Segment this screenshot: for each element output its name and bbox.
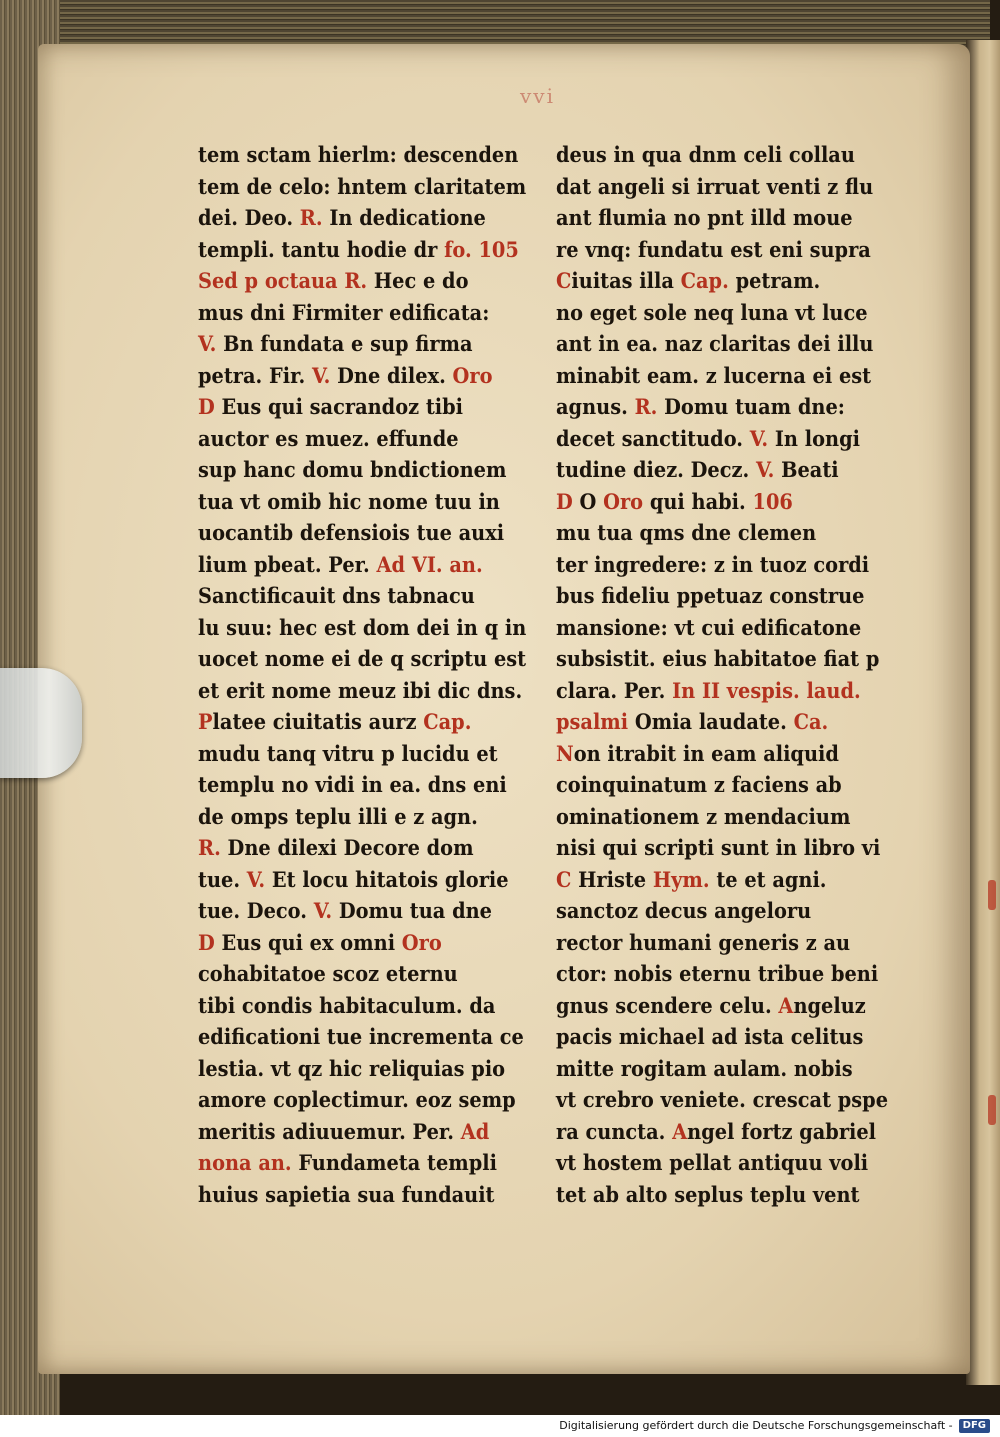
text-line: [556, 487, 888, 519]
text-line: [556, 203, 888, 235]
body-text: te et agni.: [709, 867, 827, 893]
body-text: qui habi.: [643, 489, 753, 515]
text-line: [198, 644, 526, 676]
rubric-text: C: [556, 867, 572, 893]
text-line: [198, 676, 526, 708]
body-text: rector humani generis z au: [556, 930, 851, 956]
text-line: [198, 833, 526, 865]
text-line: [556, 959, 888, 991]
body-text: Eus qui ex omni: [214, 930, 402, 956]
body-text: Beati: [774, 458, 839, 483]
text-line: [198, 1148, 526, 1180]
text-line: [556, 235, 888, 267]
rubric-text: Oro: [603, 489, 644, 515]
dfg-logo: DFG: [959, 1419, 990, 1433]
body-text: lu suu: hec est dom dei in q in: [198, 615, 527, 641]
body-text: Hec e do: [367, 269, 469, 294]
right-page-red-mark: [988, 880, 996, 910]
body-text: Omia laudate.: [628, 710, 794, 735]
text-line: [556, 392, 888, 424]
body-text: ngeluz: [793, 993, 866, 1019]
body-text: mudu tanq vitru p lucidu et: [198, 741, 498, 767]
body-text: uocantib defensiois tue auxi: [198, 521, 505, 546]
text-line: [556, 1054, 888, 1086]
body-text: bus fideliu ppetuaz construe: [556, 584, 865, 609]
rubric-text: Oro: [401, 930, 442, 956]
text-line: [198, 770, 526, 802]
rubric-text: Ca.: [793, 710, 829, 735]
text-line: [556, 1022, 888, 1054]
body-text: nisi qui scripti sunt in libro vi: [556, 836, 881, 861]
body-text: Sanctificauit dns tabnacu: [198, 584, 475, 609]
rubric-text: nona an.: [198, 1151, 292, 1176]
rubric-text: Cap.: [423, 710, 472, 735]
body-text: re vnq: fundatu est eni supra: [556, 237, 871, 263]
body-text: In dedicatione: [322, 206, 486, 231]
body-text: tet ab alto seplus teplu vent: [556, 1182, 860, 1208]
text-line: [198, 518, 526, 550]
body-text: ominationem z mendacium: [556, 804, 851, 830]
folio-mark: vvi: [520, 84, 555, 108]
body-text: on itrabit in eam aliquid: [573, 741, 839, 767]
rubric-text: Cap.: [680, 269, 729, 294]
rubric-text: In II vespis. laud.: [672, 678, 861, 704]
body-text: mitte rogitam aulam. nobis: [556, 1056, 853, 1082]
body-text: iuitas illa: [571, 269, 681, 294]
text-line: [556, 802, 888, 834]
text-line: [556, 1180, 888, 1212]
body-text: vt crebro veniete. crescat pspe: [556, 1088, 889, 1113]
text-line: [556, 676, 888, 708]
body-text: coinquinatum z faciens ab: [556, 773, 842, 798]
body-text: edificationi tue incrementa ce: [198, 1025, 524, 1050]
rubric-text: V.: [313, 899, 333, 924]
body-text: no eget sole neq luna vt luce: [556, 300, 868, 326]
body-text: templi. tantu hodie dr: [198, 237, 445, 263]
rubric-text: R.: [634, 395, 658, 420]
text-line: [556, 1117, 888, 1149]
text-line: [198, 959, 526, 991]
body-text: templu no vidi in ea. dns eni: [198, 773, 507, 798]
body-text: lestia. vt qz hic reliquias pio: [198, 1056, 506, 1082]
text-line: [198, 896, 526, 928]
text-line: [198, 1085, 526, 1117]
body-text: gnus scendere celu.: [556, 993, 779, 1019]
text-line: [556, 266, 888, 298]
body-text: vt hostem pellat antiquu voli: [556, 1151, 869, 1176]
text-line: [198, 140, 526, 172]
rubric-text: N: [556, 741, 574, 767]
body-text: In longi: [768, 426, 860, 452]
body-text: dei. Deo.: [198, 206, 300, 231]
text-line: [556, 991, 888, 1023]
body-text: deus in qua dnm celi collau: [556, 143, 855, 168]
right-page-edge: [966, 40, 1000, 1385]
text-line: [198, 865, 526, 897]
body-text: ctor: nobis eternu tribue beni: [556, 962, 879, 987]
body-text: de omps teplu illi e z agn.: [198, 804, 478, 830]
text-line: [198, 739, 526, 771]
body-text: Eus qui sacrandoz tibi: [214, 395, 464, 420]
rubric-text: R.: [198, 836, 221, 861]
text-line: [198, 266, 526, 298]
body-text: petram.: [728, 269, 821, 294]
rubric-text: D: [198, 930, 215, 956]
text-line: [556, 329, 888, 361]
text-line: [556, 550, 888, 582]
book-top-edge: [0, 0, 990, 50]
rubric-text: V.: [198, 332, 217, 357]
body-text: mu tua qms dne clemen: [556, 521, 817, 546]
rubric-text: D: [556, 489, 573, 515]
text-line: [556, 707, 888, 739]
body-text: et erit nome meuz ibi dic dns.: [198, 678, 523, 704]
right-text-column: [556, 140, 888, 1211]
body-text: Domu tua dne: [332, 899, 492, 924]
rubric-text: A: [672, 1119, 688, 1145]
body-text: tue.: [198, 867, 247, 893]
text-line: [198, 235, 526, 267]
rubric-text: Ad: [460, 1119, 490, 1145]
body-text: sanctoz decus angeloru: [556, 899, 812, 924]
text-line: [198, 487, 526, 519]
body-text: cohabitatoe scoz eternu: [198, 962, 458, 987]
body-text: Et locu hitatois glorie: [265, 867, 509, 893]
body-text: auctor es muez. effunde: [198, 426, 459, 452]
body-text: Dne dilex.: [330, 363, 453, 389]
body-text: amore coplectimur. eoz semp: [198, 1088, 516, 1113]
text-line: [198, 455, 526, 487]
rubric-text: A: [778, 993, 794, 1019]
text-line: [556, 644, 888, 676]
rubric-text: psalmi: [556, 710, 629, 735]
text-line: [556, 865, 888, 897]
body-text: mansione: vt cui edificatone: [556, 615, 862, 641]
body-text: ant in ea. naz claritas dei illu: [556, 332, 874, 357]
text-line: [556, 1085, 888, 1117]
body-text: tua vt omib hic nome tuu in: [198, 489, 500, 515]
text-line: [198, 707, 526, 739]
text-line: [556, 896, 888, 928]
body-text: O: [572, 489, 604, 515]
body-text: Bn fundata e sup firma: [216, 332, 473, 357]
body-text: agnus.: [556, 395, 635, 420]
body-text: tem de celo: hntem claritatem: [198, 174, 527, 200]
rubric-text: D: [198, 395, 215, 420]
text-line: [198, 1054, 526, 1086]
text-line: [198, 1022, 526, 1054]
text-line: [556, 298, 888, 330]
text-line: [556, 172, 888, 204]
body-text: ant flumia no pnt illd moue: [556, 206, 853, 231]
text-line: [198, 991, 526, 1023]
body-text: sup hanc domu bndictionem: [198, 458, 507, 483]
text-line: [198, 392, 526, 424]
body-text: lium pbeat. Per.: [198, 552, 377, 578]
text-line: [198, 1117, 526, 1149]
rubric-text: P: [198, 710, 213, 735]
text-line: [198, 424, 526, 456]
text-line: [198, 550, 526, 582]
rubric-text: Ad VI. an.: [376, 552, 483, 578]
rubric-text: V.: [755, 458, 775, 483]
body-text: minabit eam. z lucerna ei est: [556, 363, 872, 389]
text-line: [556, 928, 888, 960]
text-line: [198, 581, 526, 613]
rubric-text: Sed p octaua R.: [198, 269, 368, 294]
body-text: ra cuncta.: [556, 1119, 673, 1145]
text-line: [198, 1180, 526, 1212]
text-line: [556, 361, 888, 393]
body-text: Dne dilexi Decore dom: [220, 836, 474, 861]
rubric-text: fo. 105: [444, 237, 519, 263]
body-text: mus dni Firmiter edificata:: [198, 300, 490, 326]
text-line: [198, 361, 526, 393]
text-line: [198, 203, 526, 235]
body-text: dat angeli si irruat venti z flu: [556, 174, 874, 200]
body-text: huius sapietia sua fundauit: [198, 1182, 495, 1208]
rubric-text: Oro: [452, 363, 493, 389]
text-line: [556, 140, 888, 172]
body-text: decet sanctitudo.: [556, 426, 750, 452]
text-line: [556, 833, 888, 865]
rubric-text: V.: [749, 426, 769, 452]
rubric-text: C: [556, 269, 572, 294]
body-text: petra. Fir.: [198, 363, 312, 389]
text-line: [556, 518, 888, 550]
text-line: [556, 739, 888, 771]
body-text: subsistit. eius habitatoe fiat p: [556, 647, 880, 672]
body-text: tibi condis habitaculum. da: [198, 993, 496, 1019]
text-line: [556, 1148, 888, 1180]
body-text: tue. Deco.: [198, 899, 314, 924]
body-text: Hriste: [571, 867, 653, 893]
text-line: [556, 581, 888, 613]
body-text: ngel fortz gabriel: [687, 1119, 877, 1145]
body-text: meritis adiuuemur. Per.: [198, 1119, 461, 1145]
footer-credit: Digitalisierung gefördert durch die Deutsche Forschungsgemeinschaft -: [559, 1419, 953, 1432]
text-line: [198, 613, 526, 645]
text-line: [556, 613, 888, 645]
footer-bar: [0, 1415, 1000, 1437]
body-text: Fundameta templi: [291, 1151, 497, 1176]
body-text: Domu tuam dne:: [657, 395, 845, 420]
body-text: tudine diez. Decz.: [556, 458, 756, 483]
text-line: [556, 424, 888, 456]
text-line: [198, 928, 526, 960]
page-clip: [0, 668, 82, 778]
text-line: [198, 298, 526, 330]
right-page-red-mark: [988, 1095, 996, 1125]
text-line: [198, 172, 526, 204]
text-line: [556, 455, 888, 487]
rubric-text: V.: [311, 363, 331, 389]
body-text: ter ingredere: z in tuoz cordi: [556, 552, 870, 578]
body-text: tem sctam hierlm: descenden: [198, 143, 519, 168]
rubric-text: 106: [752, 489, 793, 515]
text-line: [198, 329, 526, 361]
body-text: pacis michael ad ista celitus: [556, 1025, 864, 1050]
left-text-column: [198, 140, 526, 1211]
rubric-text: V.: [246, 867, 266, 893]
rubric-text: Hym.: [652, 867, 710, 893]
text-line: [198, 802, 526, 834]
body-text: clara. Per.: [556, 678, 673, 704]
body-text: uocet nome ei de q scriptu est: [198, 647, 527, 672]
body-text: latee ciuitatis aurz: [212, 710, 424, 735]
rubric-text: R.: [299, 206, 323, 231]
text-line: [556, 770, 888, 802]
